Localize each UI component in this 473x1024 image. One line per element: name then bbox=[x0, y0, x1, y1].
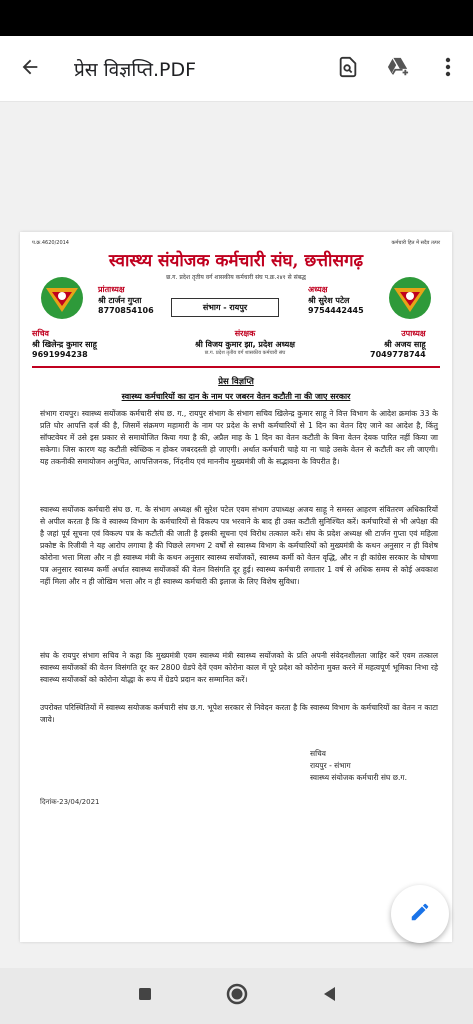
officer-phone: 8770854106 bbox=[98, 306, 154, 315]
officer-role: सचिव bbox=[32, 329, 50, 338]
signature-line-3: स्वास्थ्य संयोजक कर्मचारी संघ छ.ग. bbox=[310, 773, 407, 782]
org-name: स्वास्थ्य संयोजक कर्मचारी संघ, छत्तीसगढ़ bbox=[108, 251, 364, 271]
app-bar bbox=[0, 36, 473, 102]
body-paragraph-3: संघ के रायपुर संभाग सचिव ने कहा कि मुख्यमंत्री एवम स्वास्थ्य मंत्री स्वास्थ्य सयोंजको के प्रति अपनी संवेदनशीलता जाहिर करें एवम तत्काल स्वास्थ्य सयोंजकों की वेतन विसंगति दूर कर 2800 ग्रेडपे देवें एवम कोरोना काल में पूरे प्रदेश को कोरोना मुक्त करने में महत्वपूर्ण भूमिका निभा रहे स्वास्थ्य सयोंजकों को कोरोना योद्धा के रूप में ग्रेडपे प्रदान कर सम्मानित करें। bbox=[40, 651, 438, 684]
division-label: संभाग - रायपुर bbox=[171, 298, 279, 317]
add-to-drive-icon bbox=[386, 56, 410, 82]
pdf-page bbox=[20, 232, 452, 942]
body-paragraph-1: संभाग रायपुर। स्वास्थ्य सयोंजक कर्मचारी संघ छ. ग., रायपुर संभाग के संभाग सचिव खिलेन्द्र कुमार साहू ने वित्त विभाग के आदेश क्रमांक 33 के प्रति घोर आपत्ति दर्ज की है, जिसमें संक्रमण महामारी के नाम पर प्रदेश के सभी कर्मचारियों से 1 दिन का वेतन दिए जाने का आदेश है, किंतु सॉफ्टवेयर में उसे इस प्रकार से समायोजित किया गया है की, अप्रैल माह के 1 दिन का वेतन कटौती के बिना वेतन देयक पारित नहीं किया जा सकेगा। जिस कारण यह कटौती स्वेच्छिक न होकर जबरदस्ती हो जाएगी। अर्थात कर्मचारी चाहे या ना चाहे उसके वेतन से कटौती कर ली जाएगी। यह तकनीकी समायोजन अनुचित, आपत्तिजनक, निंदनीय एवं माननीय मुख्यमंत्री जी के सद्भावना के विपरीत है। bbox=[40, 409, 438, 466]
officer-affiliation: छ.ग. प्रदेश तृतीय वर्ग शासकीय कर्मचारी संघ bbox=[204, 350, 286, 356]
officer-sanrakshak bbox=[165, 328, 325, 356]
officer-name: श्री खिलेन्द्र कुमार साहू bbox=[32, 340, 97, 349]
officer-sachiv bbox=[32, 328, 97, 359]
body-paragraph-2: स्वास्थ्य सयोंजक कर्मचारी संघ छ. ग. के संभाग अध्यक्ष श्री सुरेश पटेल एवम संभाग उपाध्यक्ष अजय साहू ने समस्त आहरण संवितरण अधिकारियों से अपील करता है कि वे स्वास्थ्य विभाग के कर्मचारियों से विकल्प पत्र भरवाने के बाद ही उक्त कटौती सुनिश्चित करें। कर्मचारियों से भी अपेक्षा की है जहां पूर्व सूचना एवं विकल्प पत्र के कटौती की जाती है इसकी सूचना एवं विरोध तत्काल करें। संघ के प्रदेश अध्यक्ष श्री टार्जन गुप्ता एवं महिला प्रकोष्ट के रिजीवी ने यह आरोप लगाया है की पिछले लगभग 2 वर्षों से स्वास्थ्य विभाग के कर्मचारियों को मुख्यमंत्री के कथन अनुसार न ही विशेष कोरोना भत्ता मिला और न ही स्वास्थ्य मंत्री के कथन अनुसार स्वास्थ्य सयोंजकों, स्वास्थ्य कर्मी को वेतन वृद्धि, और न ही कांग्रेस सरकार के घोषणा पत्र अनुसार स्वास्थ्य कर्मी अर्थात स्वास्थ्य सयोंजकों की वेतन विसंगति दूर हुई। स्वास्थ्य कर्मचारी लगातार 1 वर्ष से अधिक समय से कोई अवकाश नहीं मिला और न ही जोखिम भत्ता और न ही स्वास्थ्य कर्मचारी की इलाज के लिए विशेष सुविधा। bbox=[40, 505, 439, 586]
back-nav-icon[interactable] bbox=[321, 985, 337, 1007]
officer-phone: 7049778744 bbox=[370, 350, 426, 359]
officer-role: संरक्षक bbox=[234, 329, 256, 338]
signature-line-2: रायपुर - संभाग bbox=[310, 761, 351, 770]
status-bar bbox=[0, 0, 473, 36]
officer-name: श्री विजय कुमार झा, प्रदेश अध्यक्ष bbox=[195, 340, 295, 349]
officer-upadhyaksh bbox=[370, 328, 426, 359]
press-release-subject: स्वास्थ्य कर्मचारियों का दान के नाम पर जबरन वेतन कटौती ना की जाए सरकार bbox=[121, 392, 351, 401]
officer-role: अध्यक्ष bbox=[308, 285, 328, 294]
document-title: प्रेस विज्ञप्ति.PDF bbox=[74, 58, 197, 81]
edit-pencil-icon bbox=[409, 901, 431, 927]
body-paragraph-4: उपरोक्त परिस्थितियों में स्वास्थ्य सयोजक कर्मचारी संघ छ.ग. भूपेश सरकार से निवेदन करता है कि स्वास्थ्य विभाग के कर्मचारियों का वेतन न काटा जावे। bbox=[40, 703, 438, 724]
officer-phone: 9754442445 bbox=[308, 306, 364, 315]
home-icon[interactable] bbox=[226, 983, 248, 1009]
union-logo-left bbox=[40, 276, 84, 320]
edit-fab-button[interactable] bbox=[391, 885, 449, 943]
add-to-drive-button[interactable] bbox=[373, 36, 423, 102]
officer-name: श्री अजय साहू bbox=[383, 340, 426, 349]
document-date: दिनांक-23/04/2021 bbox=[40, 798, 100, 806]
registration-number: प.क्र.4620/2014 bbox=[32, 240, 69, 246]
org-affiliation: छ.ग. प्रदेश तृतीय वर्ग शासकीय कर्मचारी संघ प.क्र.२४१ से संबद्ध bbox=[166, 274, 306, 281]
signature-line-1: सचिव bbox=[310, 749, 326, 758]
find-in-page-button[interactable] bbox=[323, 36, 373, 102]
system-nav-bar bbox=[0, 968, 473, 1024]
officer-name: श्री टार्जन गुप्ता bbox=[98, 296, 142, 305]
back-button[interactable] bbox=[0, 36, 60, 102]
find-in-page-icon bbox=[337, 56, 359, 82]
officer-phone: 9691994238 bbox=[32, 350, 88, 359]
back-arrow-icon bbox=[19, 56, 41, 82]
press-release-title: प्रेस विज्ञप्ति bbox=[218, 377, 254, 387]
recent-apps-icon[interactable] bbox=[137, 986, 153, 1006]
header-divider bbox=[32, 366, 440, 368]
more-vert-icon bbox=[445, 57, 451, 81]
pdf-viewer[interactable] bbox=[0, 102, 473, 968]
officer-role: उपाध्यक्ष bbox=[401, 329, 426, 338]
more-options-button[interactable] bbox=[423, 36, 473, 102]
union-logo-right bbox=[388, 276, 432, 320]
officer-role: प्रांताध्यक्ष bbox=[98, 285, 125, 294]
officer-name: श्री सुरेश पटेल bbox=[308, 296, 350, 305]
signature-block bbox=[310, 748, 407, 784]
officer-pranthadhyaksh bbox=[98, 284, 154, 315]
officer-adhyaksh bbox=[308, 284, 364, 315]
org-tagline: कर्मचारी हित में सदैव तत्पर bbox=[391, 240, 440, 246]
